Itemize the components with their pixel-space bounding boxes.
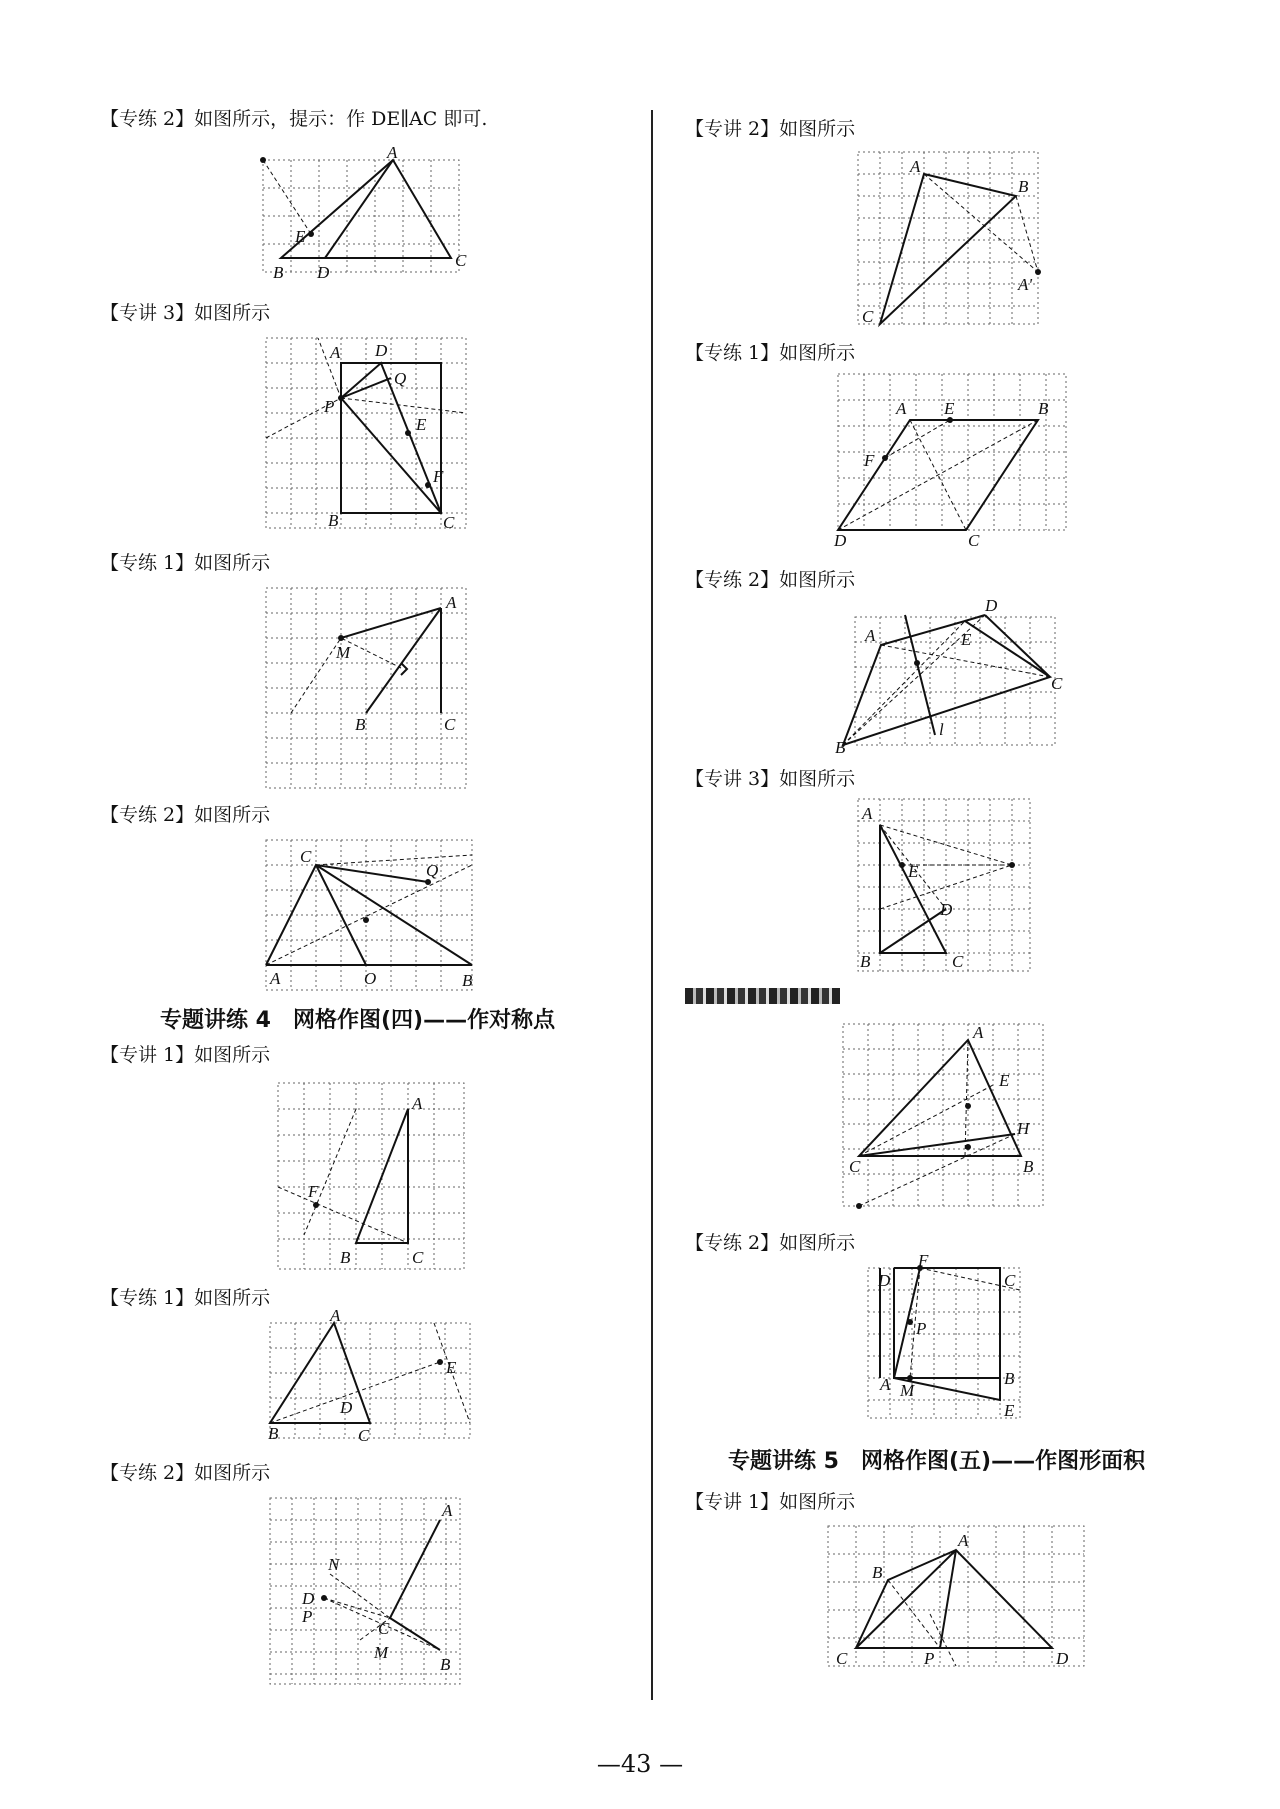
pt-B: B [835, 738, 846, 757]
pt-B: B [1023, 1157, 1034, 1176]
pt-A: A [412, 1094, 423, 1113]
pt-B: B [328, 511, 339, 530]
pt-B: B [872, 1563, 883, 1582]
figure-r7 [820, 1518, 1090, 1678]
pt-B: B [355, 715, 366, 734]
section-5-title: 专题讲练 5 网格作图(五)——作图形面积 [728, 1449, 1146, 1474]
figure-7 [262, 1490, 472, 1690]
pt-C: C [443, 513, 455, 532]
pt-D: D [878, 1271, 891, 1290]
pt-H: H [1017, 1119, 1030, 1138]
label-r1: 【专讲 2】如图所示 [685, 118, 856, 140]
pt-D: D [302, 1589, 315, 1608]
pt-A: A [446, 593, 457, 612]
pt-B: B [1018, 177, 1029, 196]
pt-P: P [302, 1607, 313, 1626]
page-number: —43 — [596, 1750, 684, 1778]
figure-1 [255, 143, 475, 285]
label-l1: 【专练 2】如图所示，提示：作 DE∥AC 即可. [100, 108, 488, 130]
pt-B: B [1004, 1369, 1015, 1388]
pt-A: A [387, 143, 398, 162]
figure-r5 [835, 1020, 1050, 1210]
label-l3: 【专练 1】如图所示 [100, 552, 271, 574]
figure-r6 [860, 1251, 1030, 1420]
pt-B: B [1038, 399, 1049, 418]
label-r2: 【专练 1】如图所示 [685, 342, 856, 364]
pt-M: M [336, 643, 351, 662]
label-l6: 【专练 1】如图所示 [100, 1287, 271, 1309]
pt-Q: Q [426, 861, 439, 880]
pt-C: C [455, 251, 467, 270]
figure-4 [258, 832, 478, 992]
label-r3: 【专练 2】如图所示 [685, 569, 856, 591]
label-l5: 【专讲 1】如图所示 [100, 1044, 271, 1066]
pt-D: D [317, 263, 330, 282]
pt-E: E [446, 1358, 457, 1377]
pt-E: E [944, 399, 955, 418]
pt-C: C [836, 1649, 848, 1668]
pt-A: A [880, 1375, 891, 1394]
pt-B: B [440, 1655, 451, 1674]
pt-A-prime: A' [1018, 275, 1033, 294]
label-r4: 【专讲 3】如图所示 [685, 768, 856, 790]
column-divider [651, 110, 653, 1700]
figure-r4 [850, 795, 1040, 985]
label-l7: 【专练 2】如图所示 [100, 1462, 271, 1484]
pt-B: B [462, 971, 473, 990]
pt-F: F [308, 1182, 319, 1201]
pt-F: F [864, 451, 875, 470]
figure-3 [258, 580, 478, 790]
pt-E: E [416, 415, 427, 434]
pt-C: C [952, 952, 964, 971]
pt-P: P [916, 1319, 927, 1338]
pt-l: l [939, 720, 944, 739]
pt-A: A [958, 1531, 969, 1550]
figure-r2 [830, 370, 1070, 550]
pt-D: D [1056, 1649, 1069, 1668]
pt-F: F [433, 467, 444, 486]
pt-D: D [834, 531, 847, 550]
pt-B: B [860, 952, 871, 971]
pt-F: F [918, 1251, 929, 1270]
label-l4: 【专练 2】如图所示 [100, 804, 271, 826]
pt-D: D [375, 341, 388, 360]
pt-A: A [910, 157, 921, 176]
figure-5 [270, 1075, 470, 1275]
figure-r1 [850, 148, 1050, 328]
label-r5: 【专练 2】如图所示 [685, 1232, 856, 1254]
pt-A: A [896, 399, 907, 418]
pt-A: A [865, 626, 876, 645]
pt-E: E [999, 1071, 1010, 1090]
pt-E: E [295, 227, 306, 246]
figure-6 [262, 1306, 477, 1445]
pt-A: A [973, 1023, 984, 1042]
pt-C: C [358, 1426, 370, 1445]
label-r6: 【专讲 1】如图所示 [685, 1491, 856, 1513]
pt-C: C [378, 1619, 390, 1638]
pt-D: D [340, 1398, 353, 1417]
pt-A: A [442, 1501, 453, 1520]
figure-r3 [835, 595, 1065, 755]
pt-C: C [412, 1248, 424, 1267]
pt-C: C [849, 1157, 861, 1176]
pt-P: P [924, 1649, 935, 1668]
figure-2 [258, 330, 478, 540]
pt-E: E [1004, 1401, 1015, 1420]
redacted-label [685, 988, 840, 1004]
pt-C: C [1051, 674, 1063, 693]
pt-M: M [900, 1381, 915, 1400]
pt-C: C [968, 531, 980, 550]
pt-A: A [330, 343, 341, 362]
pt-D: D [985, 596, 998, 615]
pt-E: E [908, 862, 919, 881]
pt-P: P [324, 397, 335, 416]
pt-C: C [862, 307, 874, 326]
pt-B: B [340, 1248, 351, 1267]
pt-D: D [940, 900, 953, 919]
pt-C: C [1004, 1271, 1016, 1290]
grid [263, 160, 459, 272]
pt-A: A [330, 1306, 341, 1325]
section-4-title: 专题讲练 4 网格作图(四)——作对称点 [160, 1008, 556, 1033]
pt-O: O [364, 969, 377, 988]
pt-E: E [961, 630, 972, 649]
pt-A: A [270, 969, 281, 988]
pt-B: B [268, 1424, 279, 1443]
pt-C: C [444, 715, 456, 734]
pt-N: N [328, 1555, 340, 1574]
pt-M: M [374, 1643, 389, 1662]
label-l2: 【专讲 3】如图所示 [100, 302, 271, 324]
pt-C: C [300, 847, 312, 866]
pt-B: B [273, 263, 284, 282]
pt-Q: Q [394, 369, 407, 388]
pt-A: A [862, 804, 873, 823]
